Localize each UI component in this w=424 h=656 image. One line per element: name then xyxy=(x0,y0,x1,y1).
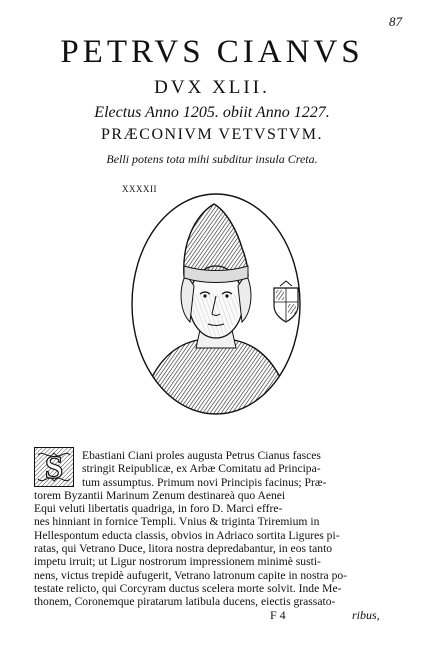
catchword: ribus, xyxy=(352,608,380,622)
dates-line: Electus Anno 1205. obiit Anno 1227. xyxy=(94,104,330,121)
body-line: nens, victus trepidè aufugerit, Vetrano latronum capite in nostra po- xyxy=(34,568,348,582)
drop-cap-letter: S xyxy=(44,450,64,486)
coat-of-arms-icon xyxy=(274,281,298,322)
body-line: testate relicto, qui Corcyram ductus scelera morte solvit. Inde Me- xyxy=(34,581,342,595)
body-line: Equi veluti libertatis quadriga, in foro D. Marci effre- xyxy=(34,502,283,516)
body-line: torem Byzantii Marinum Zenum destinareà quo Aenei xyxy=(34,488,286,502)
body-line: Ebastiani Ciani proles augusta Petrus Cianus fasces xyxy=(82,449,321,462)
portrait-engraving xyxy=(128,190,304,422)
body-line: Hellespontum educta classis, obvios in Adriaco sortita Ligures pi- xyxy=(34,528,340,542)
signature-mark: F 4 xyxy=(270,608,286,622)
body-line: nes hinniant in fornice Templi. Vnius & triginta Triremium in xyxy=(34,515,320,529)
page-title: PETRVS CIANVS xyxy=(60,34,364,70)
body-text xyxy=(34,449,394,609)
section-heading: PRÆCONIVM VETVSTVM. xyxy=(100,126,323,143)
body-line: ratas, qui Vetrano Duce, litora nostra depredabantur, in eos tanto xyxy=(34,542,333,556)
body-line: thonem, Coronemque piratarum latibula ducens, eiectis grassato- xyxy=(34,595,336,609)
doge-portrait-icon xyxy=(138,204,294,422)
body-line: stringit Reipublicæ, ex Arbæ Comitatu ad Principa- xyxy=(82,462,321,476)
page-subtitle: DVX XLII. xyxy=(154,77,270,98)
plate-number: XXXXII xyxy=(122,184,157,194)
page-number: 87 xyxy=(389,14,402,29)
motto-line: Belli potens tota mihi subditur insula Creta. xyxy=(106,152,318,166)
body-line: impetu irruit; ut Ligur nostrorum impressionem minimè susti- xyxy=(34,555,321,569)
body-line: tum assumptus. Primum novi Principis facinus; Præ- xyxy=(82,475,327,489)
